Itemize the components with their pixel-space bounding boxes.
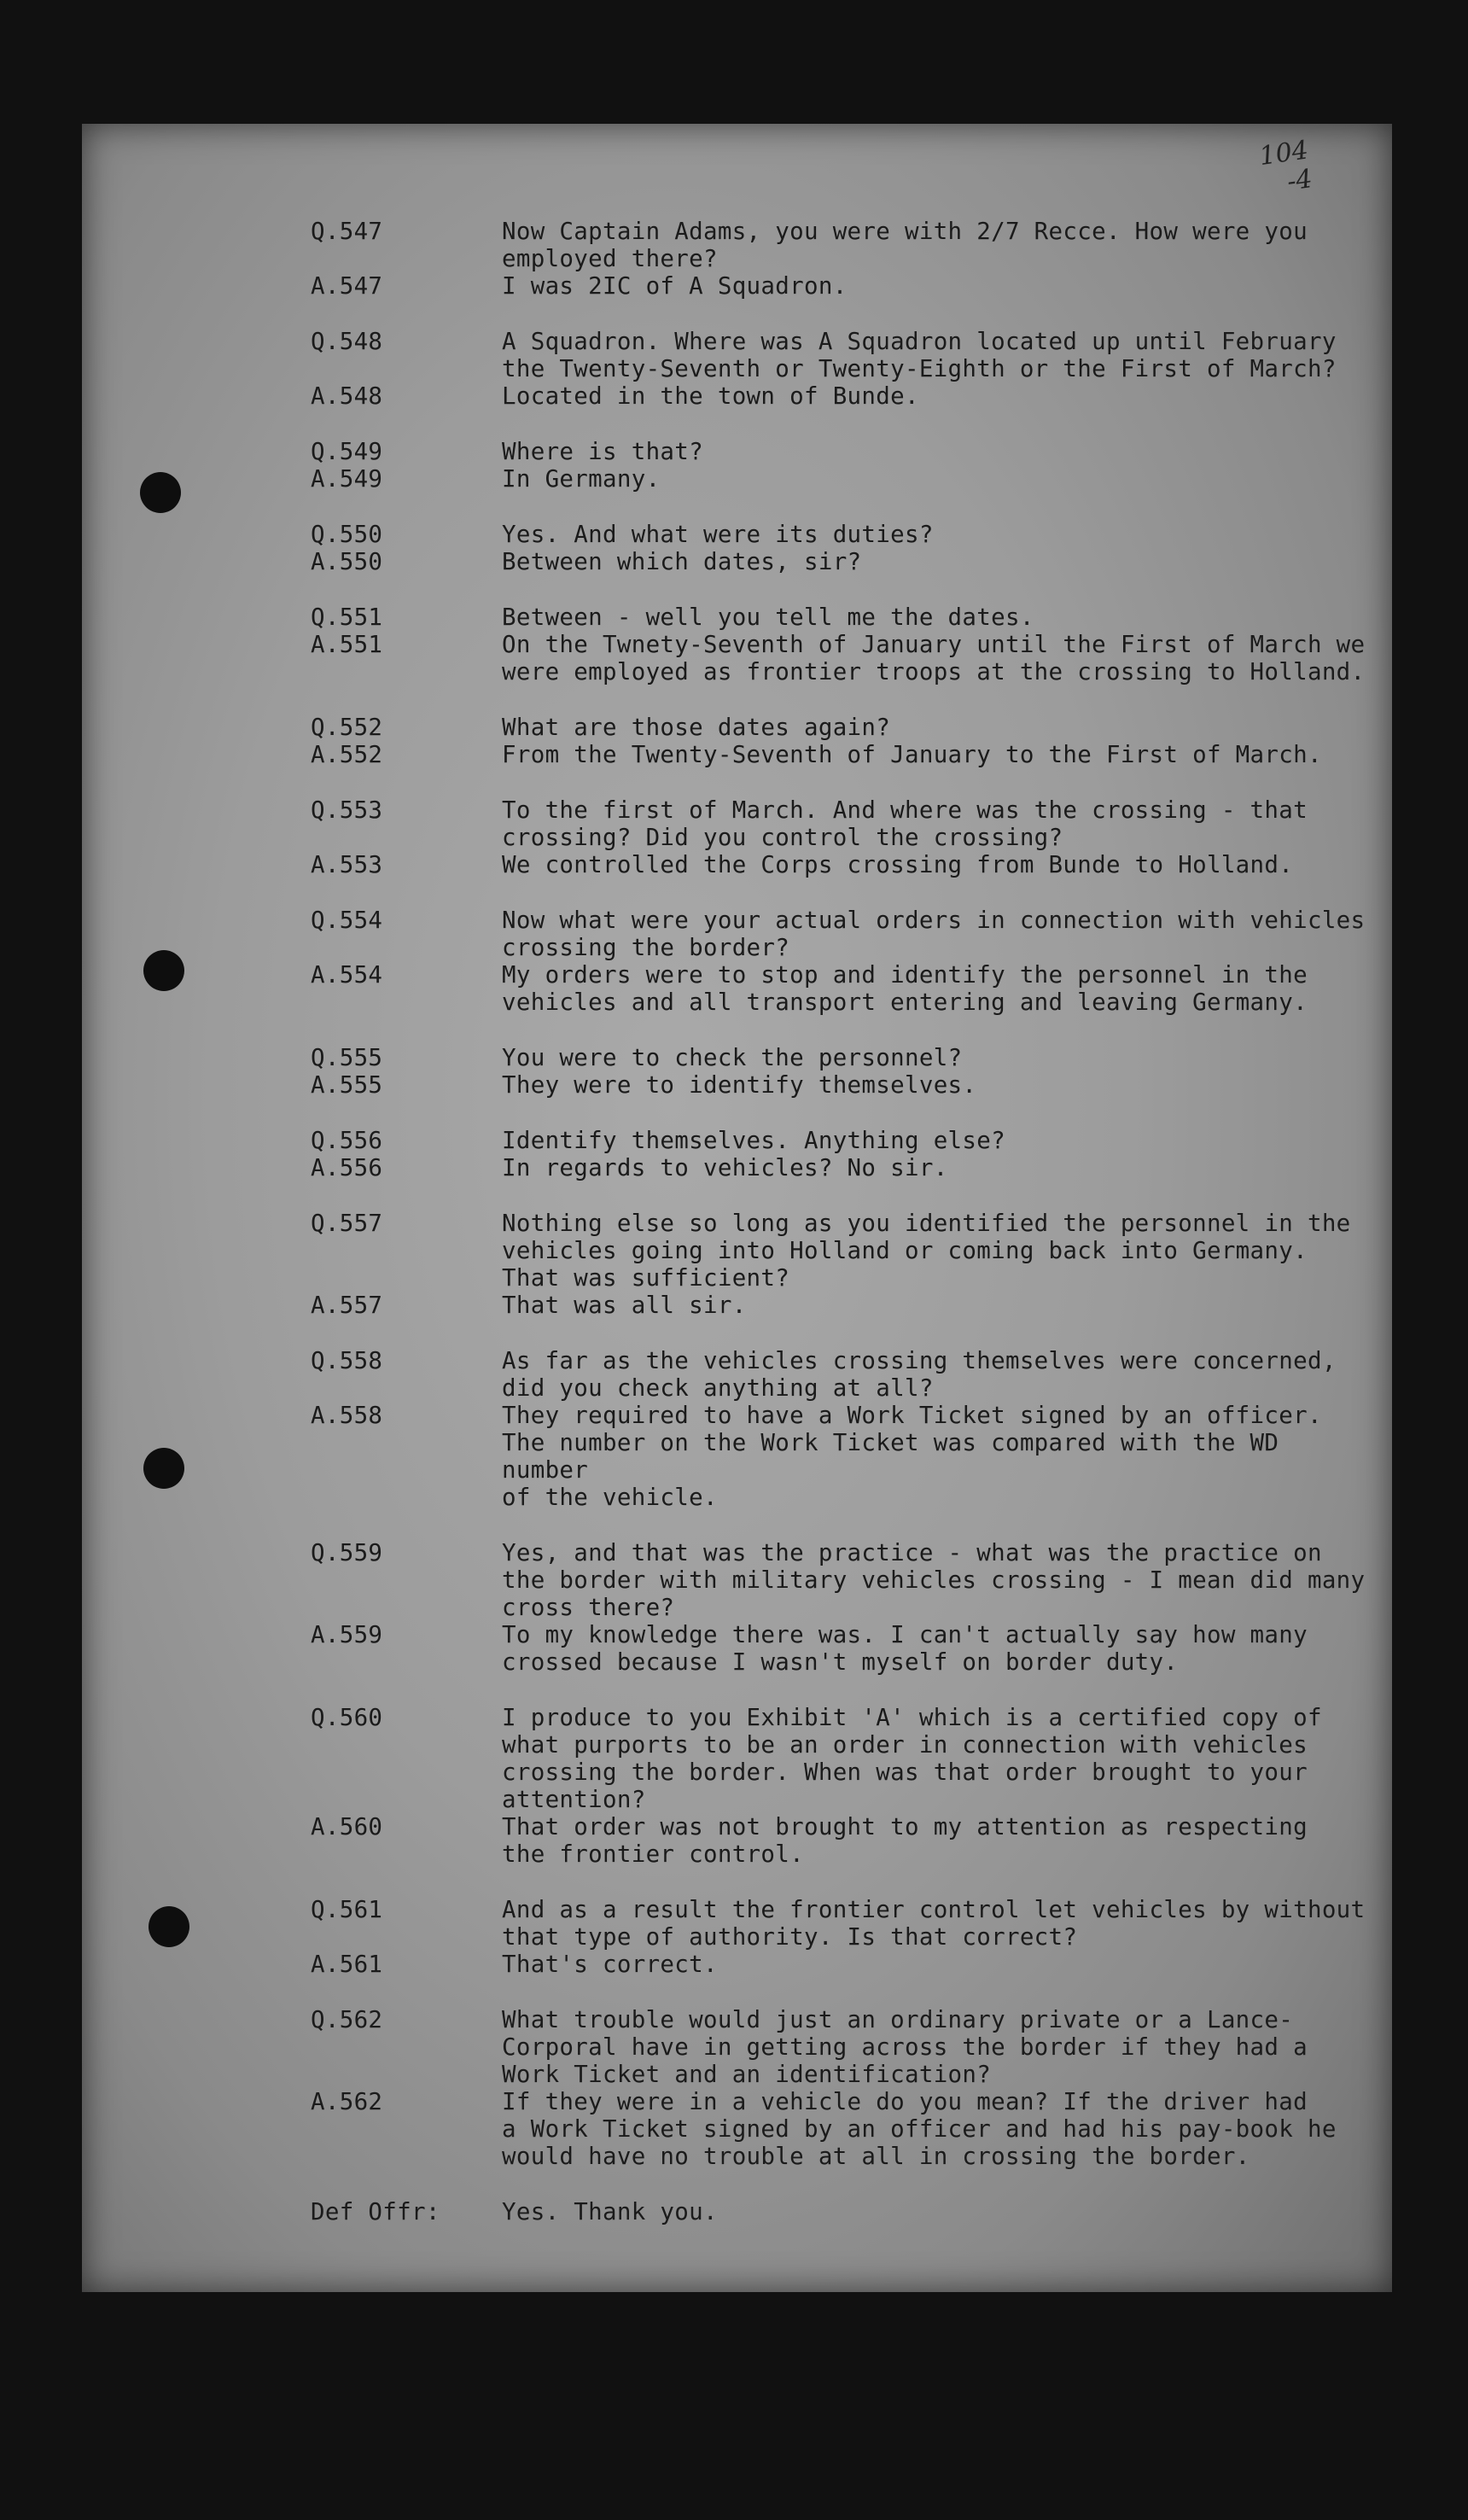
transcript-entry <box>311 907 1369 961</box>
entry-text: To the first of March. And where was the crossing - that crossing? Did you control the crossing? <box>502 796 1308 851</box>
punch-hole <box>149 1906 189 1947</box>
entry-label: A.554 <box>311 961 383 989</box>
transcript-entry <box>311 521 1369 548</box>
entry-label: Q.550 <box>311 521 383 548</box>
entry-label: A.562 <box>311 2088 383 2115</box>
transcript-entry <box>311 741 1369 768</box>
transcript-entry <box>311 1896 1369 1951</box>
entry-text: My orders were to stop and identify the personnel in the vehicles and all transport entering and leaving Germany. <box>502 961 1308 1016</box>
entry-text: That's correct. <box>502 1951 718 1978</box>
entry-label: Q.561 <box>311 1896 383 1923</box>
punch-hole <box>140 472 181 513</box>
transcript-entry <box>311 604 1369 631</box>
entry-label: Q.554 <box>311 907 383 934</box>
transcript-entry <box>311 465 1369 493</box>
entry-label: A.548 <box>311 382 383 410</box>
entry-text: On the Twnety-Seventh of January until the First of March we were employed as frontier troops at the crossing to Holland. <box>502 631 1366 685</box>
entry-text: Where is that? <box>502 438 703 465</box>
transcript-entry <box>311 218 1369 272</box>
entry-label: A.561 <box>311 1951 383 1978</box>
entry-label: Q.560 <box>311 1704 383 1731</box>
document-page <box>82 124 1392 2292</box>
transcript-entry <box>311 851 1369 878</box>
entry-text: From the Twenty-Seventh of January to the First of March. <box>502 741 1322 768</box>
entry-text: They were to identify themselves. <box>502 1071 977 1099</box>
entry-text: Yes, and that was the practice - what was the practice on the border with military vehicles crossing - I mean did many cross there? <box>502 1539 1366 1621</box>
entry-text: Identify themselves. Anything else? <box>502 1127 1005 1154</box>
entry-text: Nothing else so long as you identified the personnel in the vehicles going into Holland or coming back into Germany. That was sufficient? <box>502 1210 1351 1292</box>
transcript-entry <box>311 1210 1369 1292</box>
transcript-entry <box>311 714 1369 741</box>
transcript-entry <box>311 1154 1369 1181</box>
entry-label: Q.559 <box>311 1539 383 1566</box>
transcript-entry <box>311 548 1369 575</box>
entry-text: I produce to you Exhibit 'A' which is a certified copy of what purports to be an order in connection with vehicles crossing the border. When was that order brought to your attention? <box>502 1704 1322 1813</box>
transcript-entry <box>311 1044 1369 1071</box>
entry-text: A Squadron. Where was A Squadron located up until February the Twenty-Seventh or Twenty-Eighth or the First of March? <box>502 328 1337 382</box>
transcript-entry <box>311 328 1369 382</box>
entry-label: A.559 <box>311 1621 383 1648</box>
entry-text: To my knowledge there was. I can't actually say how many crossed because I wasn't myself on border duty. <box>502 1621 1308 1676</box>
entry-label: A.549 <box>311 465 383 493</box>
transcript-entry <box>311 2006 1369 2088</box>
entry-label: Q.552 <box>311 714 383 741</box>
transcript-entry <box>311 2198 1369 2225</box>
entry-text: If they were in a vehicle do you mean? If the driver had a Work Ticket signed by an officer and had his pay-book he would have no trouble at all in crossing the border. <box>502 2088 1337 2170</box>
entry-label: A.553 <box>311 851 383 878</box>
transcript <box>311 218 1369 2225</box>
entry-label: A.551 <box>311 631 383 658</box>
entry-label: A.558 <box>311 1402 383 1429</box>
entry-text: Located in the town of Bunde. <box>502 382 919 410</box>
handwritten-page-number <box>1257 136 1314 200</box>
entry-text: They required to have a Work Ticket signed by an officer. The number on the Work Ticket was compared with the WD number of the vehicle. <box>502 1402 1322 1511</box>
entry-text: Yes. And what were its duties? <box>502 521 934 548</box>
entry-text: That was all sir. <box>502 1292 747 1319</box>
punch-hole <box>143 1448 184 1489</box>
entry-label: Q.551 <box>311 604 383 631</box>
entry-text: You were to check the personnel? <box>502 1044 963 1071</box>
entry-text: Between which dates, sir? <box>502 548 862 575</box>
transcript-entry <box>311 1292 1369 1319</box>
transcript-entry <box>311 1539 1369 1621</box>
transcript-entry <box>311 382 1369 410</box>
transcript-entry <box>311 796 1369 851</box>
entry-text: Now Captain Adams, you were with 2/7 Recce. How were you employed there? <box>502 218 1308 272</box>
entry-text: As far as the vehicles crossing themselves were concerned, did you check anything at all? <box>502 1347 1337 1402</box>
entry-text: In regards to vehicles? No sir. <box>502 1154 948 1181</box>
transcript-entry <box>311 1127 1369 1154</box>
entry-label: A.557 <box>311 1292 383 1319</box>
entry-label: Q.548 <box>311 328 383 355</box>
entry-label: A.555 <box>311 1071 383 1099</box>
entry-text: Now what were your actual orders in connection with vehicles crossing the border? <box>502 907 1366 961</box>
annotation-line-1: 104 <box>1257 135 1310 172</box>
entry-label: Q.555 <box>311 1044 383 1071</box>
transcript-entry <box>311 1402 1369 1511</box>
entry-label: Q.553 <box>311 796 383 824</box>
entry-text: Between - well you tell me the dates. <box>502 604 1034 631</box>
entry-label: Q.556 <box>311 1127 383 1154</box>
entry-label: A.560 <box>311 1813 383 1840</box>
entry-label: Q.549 <box>311 438 383 465</box>
transcript-entry <box>311 2088 1369 2170</box>
transcript-entry <box>311 961 1369 1016</box>
transcript-entry <box>311 1071 1369 1099</box>
annotation-line-2: -4 <box>1284 164 1314 197</box>
punch-hole <box>143 950 184 991</box>
transcript-entry <box>311 1951 1369 1978</box>
entry-label: A.556 <box>311 1154 383 1181</box>
entry-label: Q.562 <box>311 2006 383 2033</box>
entry-text: What trouble would just an ordinary private or a Lance- Corporal have in getting across the border if they had a Work Ticket and an identification? <box>502 2006 1308 2088</box>
entry-label: Q.558 <box>311 1347 383 1374</box>
entry-text: And as a result the frontier control let vehicles by without that type of authority. Is that correct? <box>502 1896 1366 1951</box>
entry-label: Q.547 <box>311 218 383 245</box>
entry-text: We controlled the Corps crossing from Bunde to Holland. <box>502 851 1294 878</box>
transcript-entry <box>311 1704 1369 1813</box>
entry-label: A.550 <box>311 548 383 575</box>
transcript-entry <box>311 1813 1369 1868</box>
transcript-entry <box>311 1347 1369 1402</box>
entry-text: I was 2IC of A Squadron. <box>502 272 848 300</box>
entry-text: Yes. Thank you. <box>502 2198 718 2225</box>
entry-text: That order was not brought to my attention as respecting the frontier control. <box>502 1813 1308 1868</box>
transcript-entry <box>311 631 1369 685</box>
entry-label: A.547 <box>311 272 383 300</box>
entry-text: In Germany. <box>502 465 661 493</box>
transcript-entry <box>311 1621 1369 1676</box>
transcript-entry <box>311 438 1369 465</box>
entry-label: Q.557 <box>311 1210 383 1237</box>
entry-label: Def Offr: <box>311 2198 440 2225</box>
entry-text: What are those dates again? <box>502 714 891 741</box>
transcript-entry <box>311 272 1369 300</box>
entry-label: A.552 <box>311 741 383 768</box>
